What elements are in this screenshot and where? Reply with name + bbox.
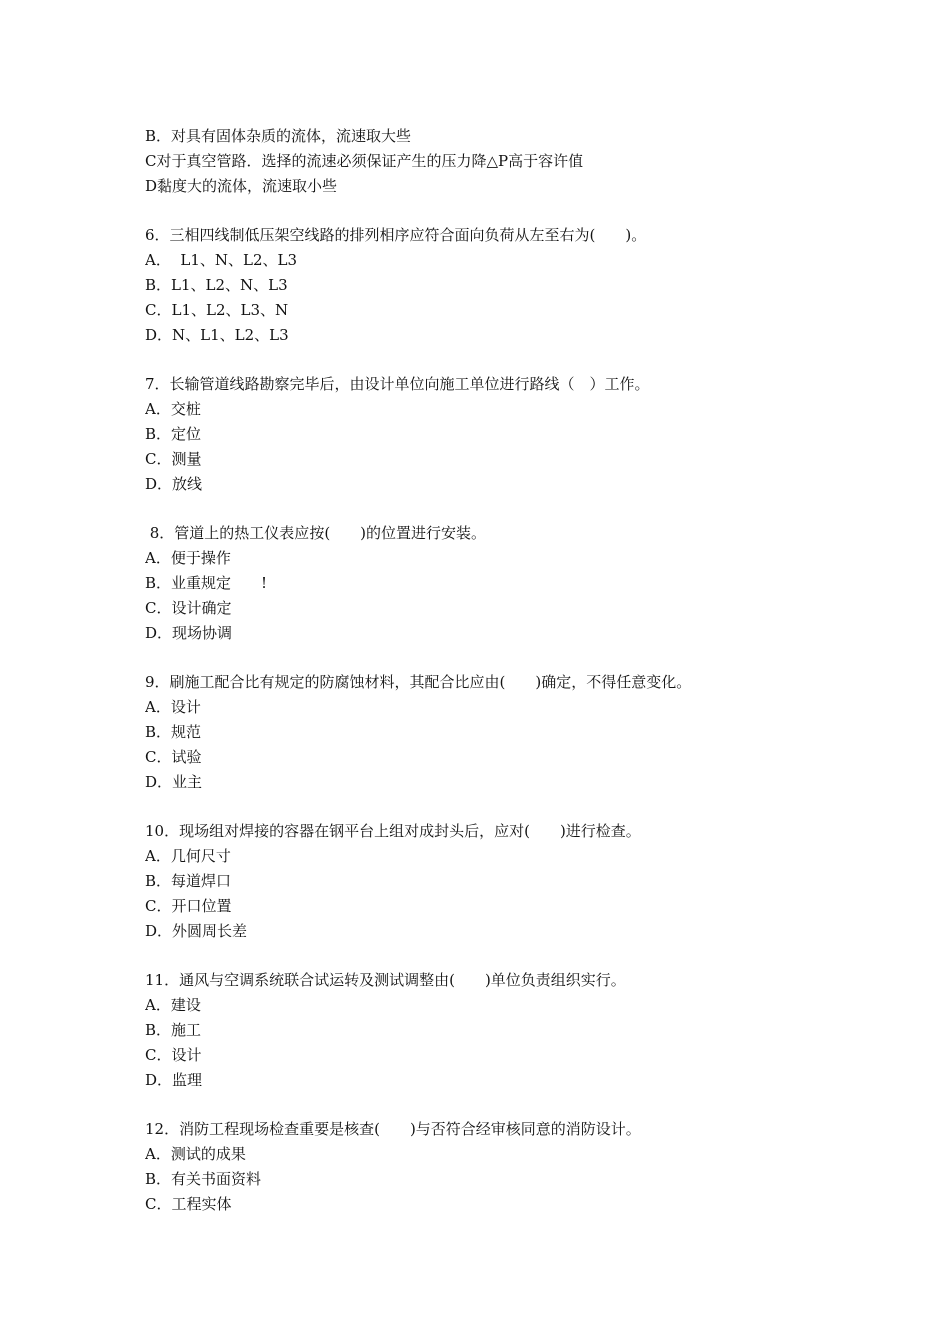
option-line: D．现场协调 — [145, 624, 233, 642]
option-line: B．施工 — [145, 1021, 202, 1039]
option-line: C对于真空管路．选择的流速必须保证产生的压力降△P高于容许值 — [145, 152, 584, 170]
option-line: D．N、L1、L2、L3 — [145, 326, 289, 344]
question-stem: 10．现场组对焊接的容器在钢平台上组对成封头后，应对( )进行检查。 — [145, 822, 641, 840]
option-line: B．定位 — [145, 425, 202, 443]
option-line: C．L1、L2、L3、N — [145, 301, 289, 319]
document-page — [145, 124, 865, 1217]
question-7 — [145, 372, 865, 497]
option-line: A．交桩 — [145, 400, 201, 418]
option-line: D．外圆周长差 — [145, 922, 248, 940]
option-line: A． L1、N、L2、L3 — [145, 251, 298, 269]
option-line: C．设计 — [145, 1046, 202, 1064]
question-stem: 8．管道上的热工仪表应按( )的位置进行安装。 — [145, 524, 487, 542]
option-line: C．设计确定 — [145, 599, 232, 617]
option-line: D黏度大的流体，流速取小些 — [145, 177, 338, 195]
option-line: C．试验 — [145, 748, 202, 766]
question-stem: 12．消防工程现场检查重要是核查( )与否符合经审核同意的消防设计。 — [145, 1120, 641, 1138]
spacer — [145, 1093, 865, 1117]
option-line: C．开口位置 — [145, 897, 232, 915]
question-8 — [145, 521, 865, 646]
spacer — [145, 199, 865, 223]
question-9 — [145, 670, 865, 795]
spacer — [145, 646, 865, 670]
option-line: A．几何尺寸 — [145, 847, 231, 865]
option-line: D．放线 — [145, 475, 203, 493]
option-line: C．测量 — [145, 450, 202, 468]
spacer — [145, 348, 865, 372]
question-11 — [145, 968, 865, 1093]
spacer — [145, 795, 865, 819]
spacer — [145, 944, 865, 968]
option-line: B．业重规定 ! — [145, 574, 268, 592]
spacer — [145, 497, 865, 521]
option-line: D．业主 — [145, 773, 203, 791]
option-line: A．测试的成果 — [145, 1145, 246, 1163]
option-line: D．监理 — [145, 1071, 203, 1089]
question-10 — [145, 819, 865, 944]
option-line: B．每道焊口 — [145, 872, 232, 890]
option-line: A．建设 — [145, 996, 201, 1014]
option-line: B．有关书面资料 — [145, 1170, 262, 1188]
option-line: B．对具有固体杂质的流体，流速取大些 — [145, 127, 412, 145]
option-line: C．工程实体 — [145, 1195, 232, 1213]
question-stem: 9．刷施工配合比有规定的防腐蚀材料，其配合比应由( )确定，不得任意变化。 — [145, 673, 692, 691]
option-line: B．L1、L2、N、L3 — [145, 276, 288, 294]
question-stem: 6．三相四线制低压架空线路的排列相序应符合面向负荷从左至右为( )。 — [145, 226, 647, 244]
option-line: B．规范 — [145, 723, 202, 741]
question-6 — [145, 223, 865, 348]
question-12 — [145, 1117, 865, 1217]
option-line: A．便于操作 — [145, 549, 231, 567]
question-stem: 7．长输管道线路勘察完毕后，由设计单位向施工单位进行路线（ ）工作。 — [145, 375, 650, 393]
option-line: A．设计 — [145, 698, 201, 716]
question-stem: 11．通风与空调系统联合试运转及测试调整由( )单位负责组织实行。 — [145, 971, 626, 989]
intro-options — [145, 124, 865, 199]
